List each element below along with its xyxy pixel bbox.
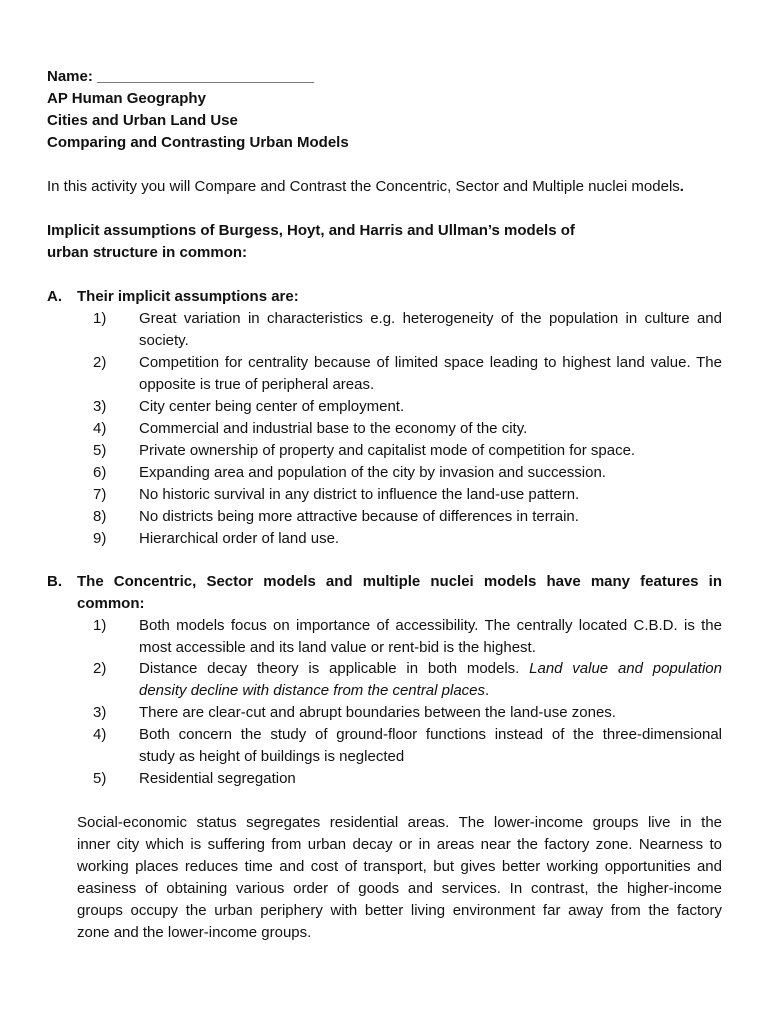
paragraph-line: groups occupy the urban periphery with better living environment far away from the factory (77, 902, 722, 919)
list-item-number: 1) (93, 617, 107, 634)
list-item-text: most accessible and its land value or rent-bid is the highest. (139, 639, 536, 656)
list-item-text: Both models focus on importance of accessibility. The centrally located C.B.D. is the (139, 617, 722, 634)
section-a-title: Their implicit assumptions are: (77, 288, 299, 305)
list-item-text: opposite is true of peripheral areas. (139, 376, 375, 393)
paragraph-line: easiness of obtaining various order of goods and services. In contrast, the higher-income (77, 880, 722, 897)
list-item-text: study as height of buildings is neglected (139, 748, 405, 765)
list-item-text: Commercial and industrial base to the economy of the city. (139, 420, 528, 437)
paragraph-line: working places reduces time and cost of transport, but gives better working opportunities and (77, 858, 722, 875)
list-item-number: 4) (93, 420, 107, 437)
list-item-number: 3) (93, 704, 107, 721)
list-item-text: Both concern the study of ground-floor functions instead of the three-dimensional (139, 726, 722, 743)
list-item-text-plain: . (485, 682, 490, 699)
intro-sentence: In this activity you will Compare and Contrast the Concentric, Sector and Multiple nuclei models (47, 178, 680, 195)
name-blank: __________________________ (97, 68, 314, 85)
list-item-text: Great variation in characteristics e.g. heterogeneity of the population in culture and (139, 310, 722, 327)
list-item-number: 8) (93, 508, 107, 525)
paragraph-line: inner city which is suffering from urban decay or in areas near the factory zone. Nearness to (77, 836, 722, 853)
list-item-text: City center being center of employment. (139, 398, 405, 415)
list-item-number: 7) (93, 486, 107, 503)
list-item-text: society. (139, 332, 189, 349)
list-item-text-italic: density decline with distance from the central places (139, 682, 486, 699)
assumptions-heading-line1: Implicit assumptions of Burgess, Hoyt, and Harris and Ullman’s models of (47, 222, 575, 239)
list-item-number: 4) (93, 726, 107, 743)
list-item-number: 3) (93, 398, 107, 415)
list-item-text: Competition for centrality because of limited space leading to highest land value. The (139, 354, 722, 371)
list-item-number: 5) (93, 442, 107, 459)
list-item-text: Expanding area and population of the city by invasion and succession. (139, 464, 606, 481)
list-item-text (139, 680, 722, 702)
section-a-marker: A. (47, 288, 62, 305)
list-item-text (139, 658, 722, 680)
intro-text (47, 176, 684, 198)
section-b-title-line2: common: (77, 595, 145, 612)
course-title: AP Human Geography (47, 90, 206, 107)
list-item-number: 9) (93, 530, 107, 547)
page-title: Comparing and Contrasting Urban Models (47, 134, 349, 151)
paragraph-line: Social-economic status segregates residential areas. The lower-income groups live in the (77, 814, 722, 831)
intro-period: . (679, 178, 684, 195)
list-item-number: 2) (93, 354, 107, 371)
section-b-title-line1: The Concentric, Sector models and multiple nuclei models have many features in (77, 573, 722, 590)
list-item-text-plain: Distance decay theory is applicable in both models. (139, 660, 530, 677)
name-label: Name: (47, 68, 93, 85)
list-item-text: Private ownership of property and capitalist mode of competition for space. (139, 442, 636, 459)
list-item-text: No districts being more attractive because of differences in terrain. (139, 508, 579, 525)
list-item-number: 6) (93, 464, 107, 481)
section-b-marker: B. (47, 573, 62, 590)
list-item-number: 2) (93, 660, 107, 677)
assumptions-heading-line2: urban structure in common: (47, 244, 248, 261)
list-item-text: Hierarchical order of land use. (139, 530, 340, 547)
unit-title: Cities and Urban Land Use (47, 112, 238, 129)
list-item-text: No historic survival in any district to influence the land-use pattern. (139, 486, 580, 503)
list-item-number: 1) (93, 310, 107, 327)
list-item-number: 5) (93, 770, 107, 787)
name-line (47, 66, 314, 88)
list-item-text: Residential segregation (139, 770, 296, 787)
list-item-text: There are clear-cut and abrupt boundaries between the land-use zones. (139, 704, 616, 721)
paragraph-line: zone and the lower-income groups. (77, 924, 312, 941)
list-item-text-italic: Land value and population (529, 660, 722, 677)
